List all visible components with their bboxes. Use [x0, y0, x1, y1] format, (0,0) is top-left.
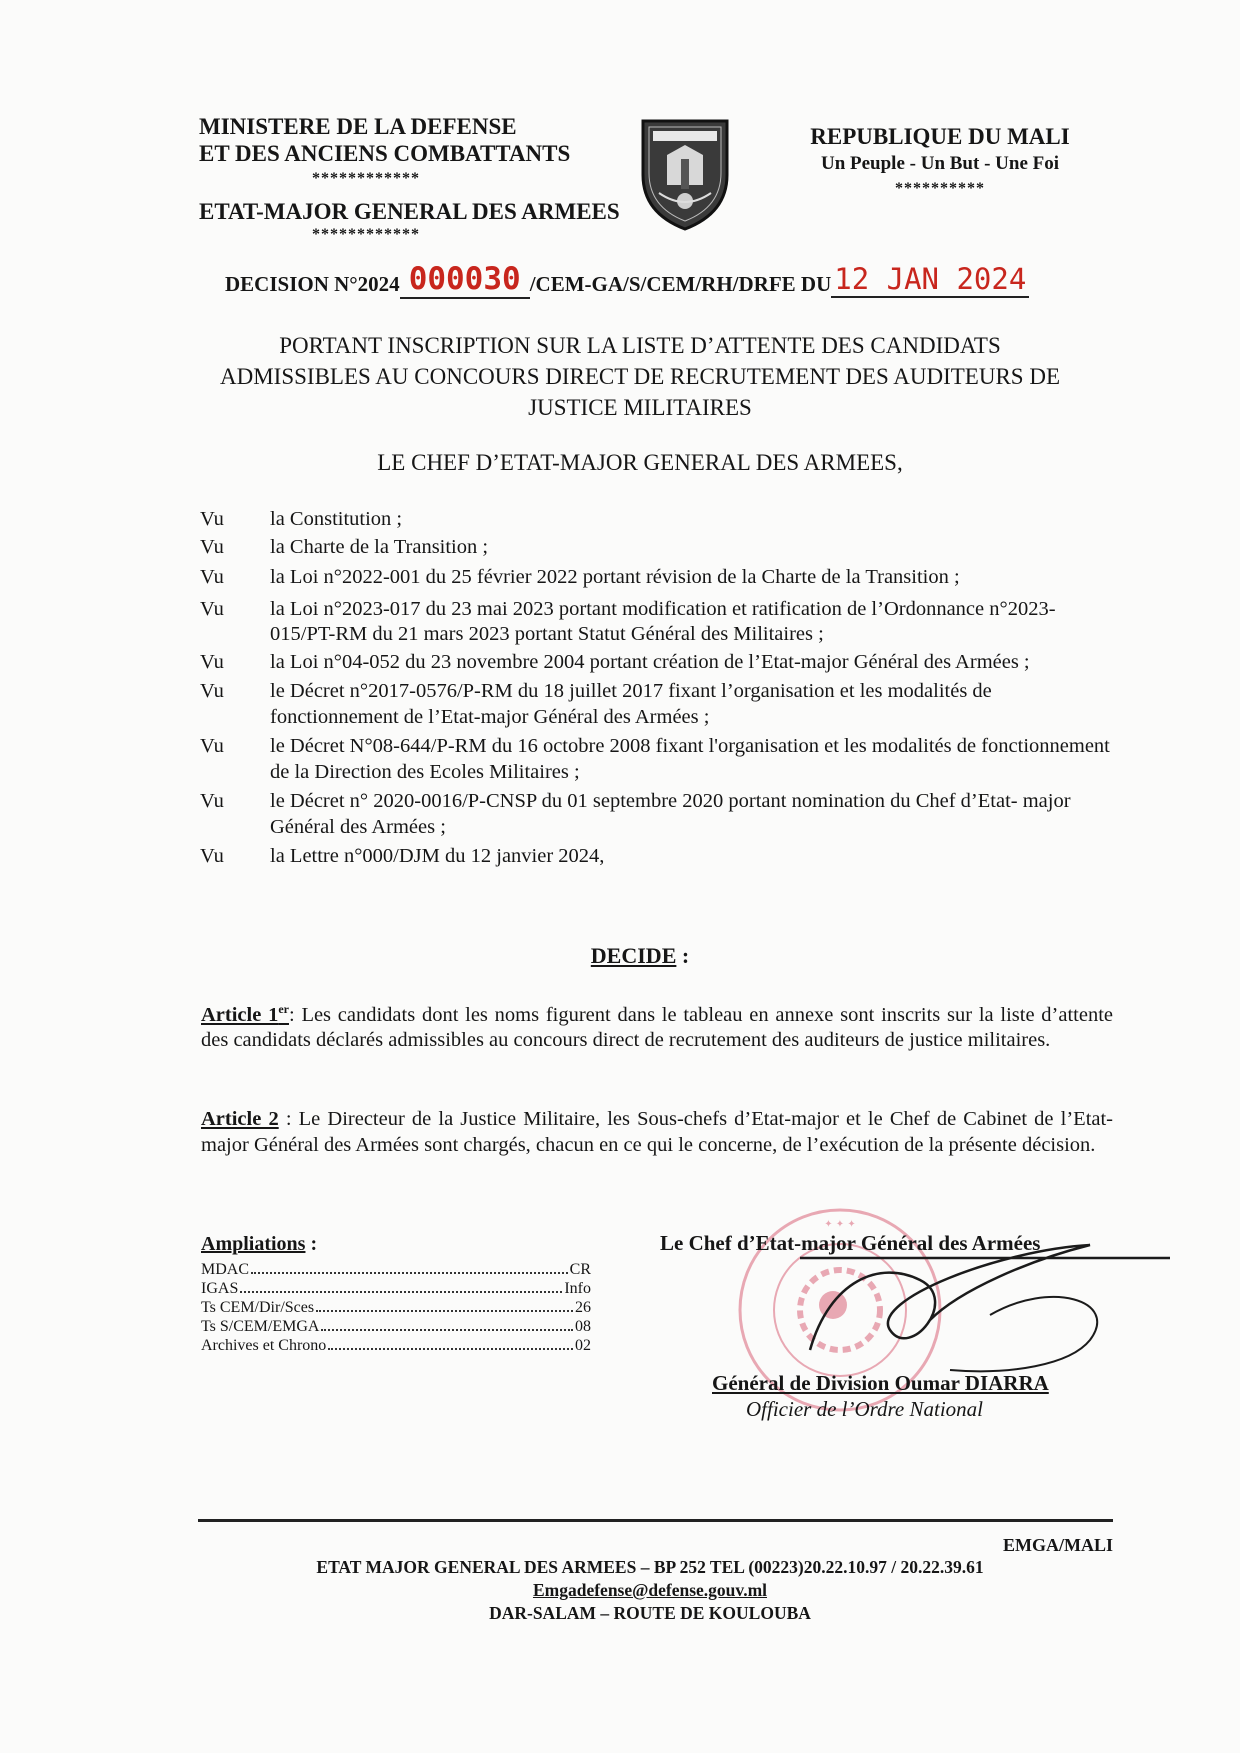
article-2-text: Le Directeur de la Justice Militaire, les Sous-chefs d’Etat-major et le Chef de Cabinet de l’Etat-major Général des Armées sont chargés, chacun en ce qui le concerne, de l’exécution de la présente décision. — [201, 1108, 1114, 1156]
consideration-item: Vu la Loi n°04-052 du 23 novembre 2004 portant création de l’Etat-major Général des Armées ; — [200, 650, 1030, 673]
article-2-label: Article 2 — [201, 1108, 279, 1130]
decide-label: DECIDE — [590, 943, 677, 968]
footer-email-link[interactable]: Emgadefense@defense.gouv.ml — [532, 1580, 768, 1600]
consideration-item: Vu le Décret n° 2020-0016/P-CNSP du 01 septembre 2020 portant nomination du Chef d’Etat- major Général des Armées ; — [200, 790, 1071, 838]
ampliations-heading — [201, 1233, 317, 1256]
ministry-line-1: MINISTERE DE LA DEFENSE — [199, 114, 517, 139]
ampliations-colon: : — [305, 1233, 318, 1255]
decision-title — [140, 330, 1140, 423]
republic-name: REPUBLIQUE DU MALI — [810, 124, 1070, 149]
svg-text:✦ ✦ ✦: ✦ ✦ ✦ — [824, 1219, 856, 1230]
article-1-sep: : — [288, 1003, 302, 1026]
consideration-item: Vu la Charte de la Transition ; — [200, 535, 489, 558]
header-stars-left-2: ************ — [312, 226, 420, 243]
national-motto: Un Peuple - Un But - Une Foi — [820, 153, 1060, 174]
footer-address: ETAT MAJOR GENERAL DES ARMEES – BP 252 TEL (00223)20.22.10.97 / 20.22.39.61 — [316, 1557, 984, 1577]
decision-prefix: DECISION N°2024 — [225, 272, 400, 296]
emblem-logo — [637, 115, 733, 233]
article-1 — [201, 997, 1113, 1054]
ampliations-title: Ampliations — [201, 1233, 306, 1255]
handwritten-signature — [790, 1240, 1170, 1380]
footer-location: DAR-SALAM – ROUTE DE KOULOUBA — [489, 1603, 811, 1623]
consideration-item: Vu la Loi n°2022-001 du 25 février 2022 portant révision de la Charte de la Transition ; — [200, 566, 960, 588]
consideration-item: Vu la Loi n°2023-017 du 23 mai 2023 portant modification et ratification de l’Ordonnance n°2023-015/PT-RM du 21 mars 2023 portant Statut Général des Militaires ; — [200, 597, 1056, 645]
ampliation-row: Ts S/CEM/EMGA 08 — [201, 1318, 591, 1335]
footer-code: EMGA/MALI — [1003, 1535, 1113, 1555]
staff-name: ETAT-MAJOR GENERAL DES ARMEES — [199, 199, 620, 224]
article-1-label: Article 1er — [201, 1002, 289, 1026]
signatory-role: Le Chef d’Etat-major Général des Armées — [660, 1231, 1041, 1255]
header-stars-left-1: ************ — [312, 170, 420, 187]
ministry-line-2: ET DES ANCIENS COMBATTANTS — [199, 141, 571, 166]
consideration-item: Vu la Constitution ; — [200, 508, 403, 530]
ampliation-row: Archives et Chrono 02 — [201, 1337, 591, 1354]
footer-rule — [198, 1519, 1113, 1522]
ampliation-row: IGAS Info — [201, 1280, 591, 1297]
considerations-list — [200, 507, 1110, 870]
ampliations-list — [201, 1260, 591, 1355]
signatory-distinction: Officier de l’Ordre National — [746, 1397, 983, 1421]
decision-title-line-2: ADMISSIBLES AU CONCOURS DIRECT DE RECRUTEMENT DES AUDITEURS DE — [220, 364, 1060, 389]
decision-title-line-1: PORTANT INSCRIPTION SUR LA LISTE D’ATTENTE DES CANDIDATS — [279, 333, 1001, 358]
footer-email — [150, 1579, 1150, 1601]
decision-date-stamp: 12 JAN 2024 — [831, 262, 1029, 298]
signatory-name: Général de Division Oumar DIARRA — [712, 1371, 1049, 1395]
ampliation-row: MDAC CR — [201, 1261, 591, 1278]
decide-heading — [500, 943, 780, 969]
consideration-item: Vu le Décret n°2017-0576/P-RM du 18 juillet 2017 fixant l’organisation et les modalités de fonctionnement de l’Etat-major Général des Armées ; — [200, 680, 992, 728]
consideration-item: Vu le Décret N°08-644/P-RM du 16 octobre 2008 fixant l'organisation et les modalités de fonctionnement de la Direction des Ecoles Militaires ; — [200, 735, 1110, 783]
decision-reference: /CEM-GA/S/CEM/RH/DRFE DU — [529, 272, 832, 296]
header-stars-right: ********** — [895, 180, 985, 197]
ministry-name — [199, 113, 570, 167]
issuing-authority: LE CHEF D’ETAT-MAJOR GENERAL DES ARMEES, — [377, 450, 903, 475]
consideration-item: Vu la Lettre n°000/DJM du 12 janvier 2024, — [200, 845, 605, 867]
decision-reference-line — [225, 263, 1029, 301]
decide-colon: : — [676, 943, 690, 968]
article-1-text: Les candidats dont les noms figurent dans le tableau en annexe sont inscrits sur la liste d’attente des candidats déclarés admissibles au concours direct de recrutement des auditeurs de justice militaires. — [201, 1003, 1113, 1052]
decision-title-line-3: JUSTICE MILITAIRES — [528, 395, 752, 420]
ampliation-row: Ts CEM/Dir/Sces 26 — [201, 1299, 591, 1316]
article-2 — [201, 1107, 1113, 1158]
article-2-sep: : — [278, 1108, 299, 1130]
decision-number: 000030 — [400, 261, 530, 299]
